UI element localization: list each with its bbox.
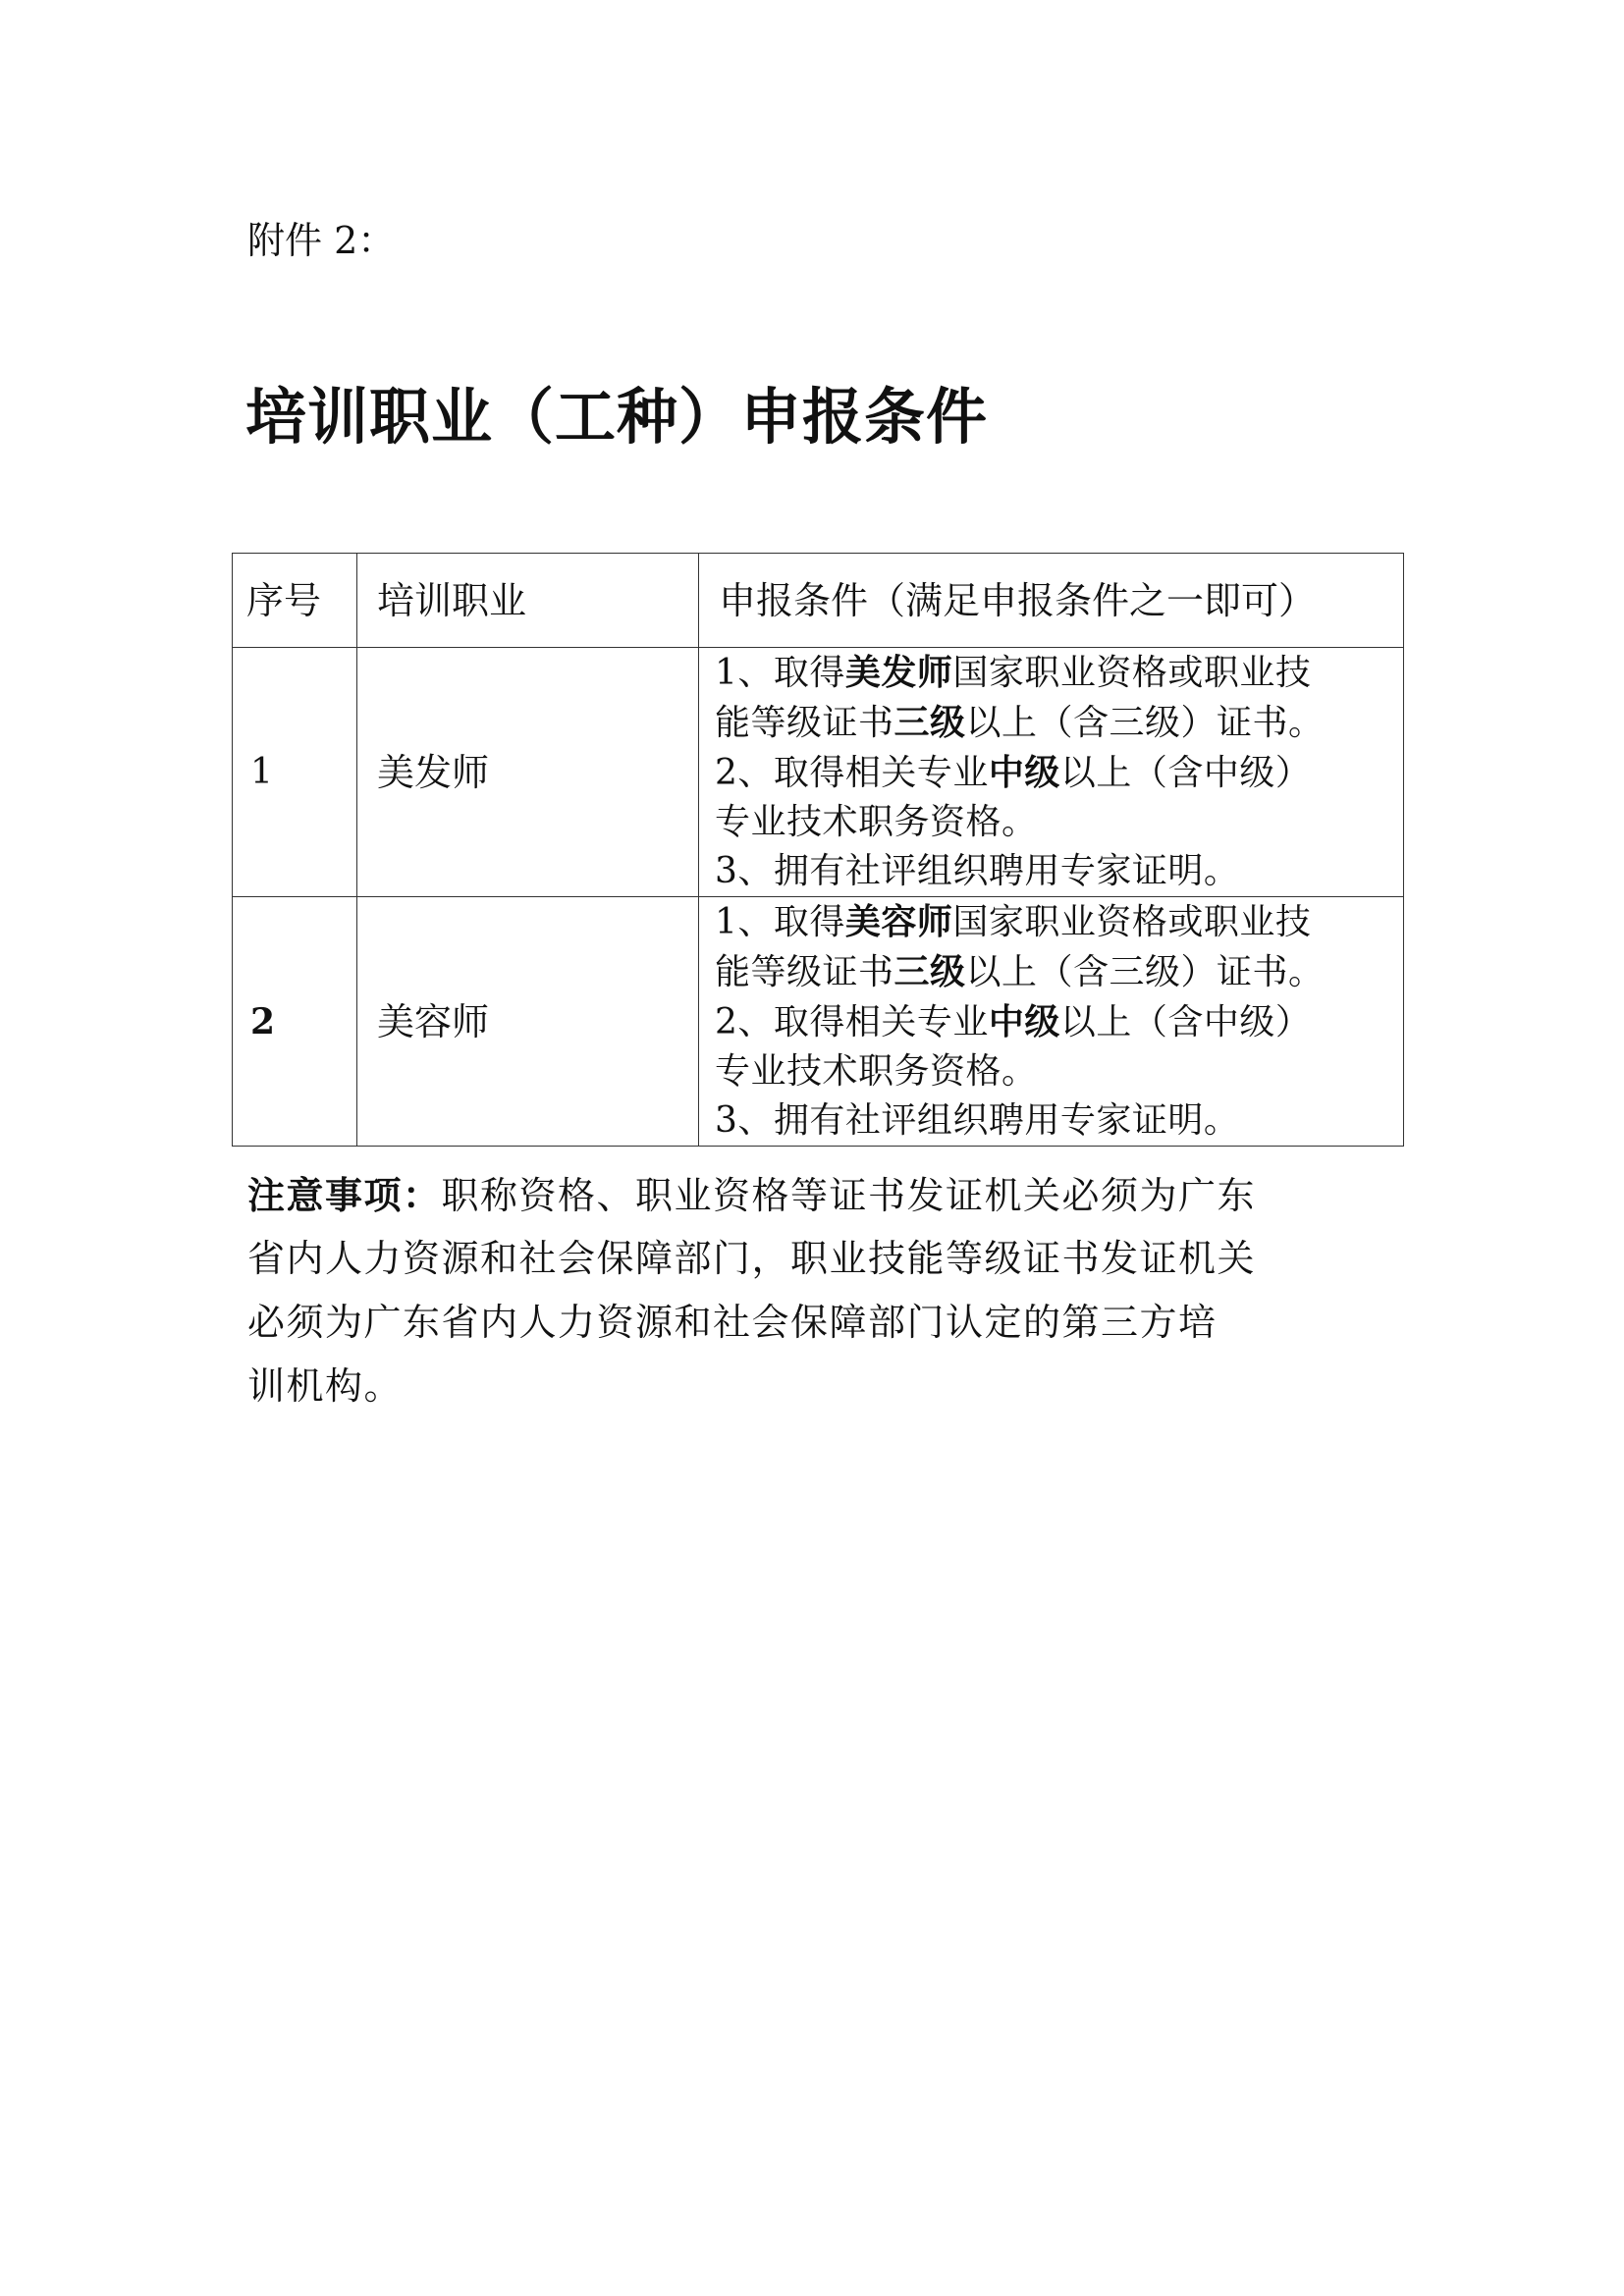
row-serial-number: 2: [233, 897, 357, 1147]
condition-line: [715, 798, 1403, 847]
condition-emphasis: 中级: [988, 1001, 1060, 1042]
row-occupation: 美容师: [357, 897, 699, 1147]
row-conditions: [699, 897, 1404, 1147]
condition-text: 以上（含三级）证书。: [965, 952, 1325, 992]
condition-text: 能等级证书: [715, 703, 894, 743]
condition-text: 2、取得相关专业: [715, 1002, 989, 1042]
condition-line: [715, 1047, 1403, 1096]
condition-text: 专业技术职务资格。: [715, 1051, 1038, 1092]
requirements-table: [232, 553, 1404, 1147]
condition-text: 国家职业资格或职业技: [952, 902, 1312, 942]
header-conditions: 申报条件（满足申报条件之一即可）: [699, 554, 1404, 648]
condition-emphasis: 三级: [893, 951, 966, 992]
condition-line: [715, 698, 1403, 748]
condition-line: [715, 997, 1403, 1047]
condition-text: 2、取得相关专业: [715, 753, 989, 793]
row-conditions: [699, 648, 1404, 897]
notice-line: 训机构。: [247, 1364, 404, 1408]
condition-text: 以上（含中级）: [1059, 753, 1312, 793]
condition-line: [715, 648, 1403, 698]
condition-text: 能等级证书: [715, 952, 894, 992]
table-row: [233, 648, 1404, 897]
condition-text: 3、拥有社评组织聘用专家证明。: [715, 851, 1240, 891]
row-occupation: 美发师: [357, 648, 699, 897]
condition-emphasis: 中级: [988, 752, 1060, 793]
condition-text: 1、取得: [715, 902, 845, 942]
condition-line: [715, 847, 1403, 896]
condition-text: 专业技术职务资格。: [715, 802, 1038, 842]
notice-label: 注意事项：: [247, 1173, 442, 1217]
condition-emphasis: 美发师: [844, 652, 953, 693]
document-title: 培训职业（工种）申报条件: [245, 381, 989, 453]
condition-line: [715, 748, 1403, 798]
condition-text: 国家职业资格或职业技: [952, 653, 1312, 693]
notice-section: [247, 1163, 1406, 1418]
condition-line: [715, 947, 1403, 997]
header-serial-number: 序号: [233, 554, 357, 648]
condition-emphasis: 美容师: [844, 901, 953, 942]
condition-text: 1、取得: [715, 653, 845, 693]
header-occupation: 培训职业: [357, 554, 699, 648]
table-row: [233, 897, 1404, 1147]
notice-text: 职称资格、职业资格等证书发证机关必须为广东: [441, 1174, 1257, 1217]
table-header-row: [233, 554, 1404, 648]
notice-line: 省内人力资源和社会保障部门，职业技能等级证书发证机关: [247, 1237, 1257, 1280]
condition-text: 以上（含中级）: [1059, 1002, 1312, 1042]
attachment-label: 附件 2：: [247, 219, 396, 262]
condition-text: 3、拥有社评组织聘用专家证明。: [715, 1100, 1240, 1141]
condition-line: [715, 1096, 1403, 1146]
condition-emphasis: 三级: [893, 702, 966, 743]
notice-line: [247, 1163, 1406, 1227]
row-serial-number: 1: [233, 648, 357, 897]
condition-text: 以上（含三级）证书。: [965, 703, 1325, 743]
notice-line: 必须为广东省内人力资源和社会保障部门认定的第三方培: [247, 1301, 1218, 1344]
condition-line: [715, 897, 1403, 947]
